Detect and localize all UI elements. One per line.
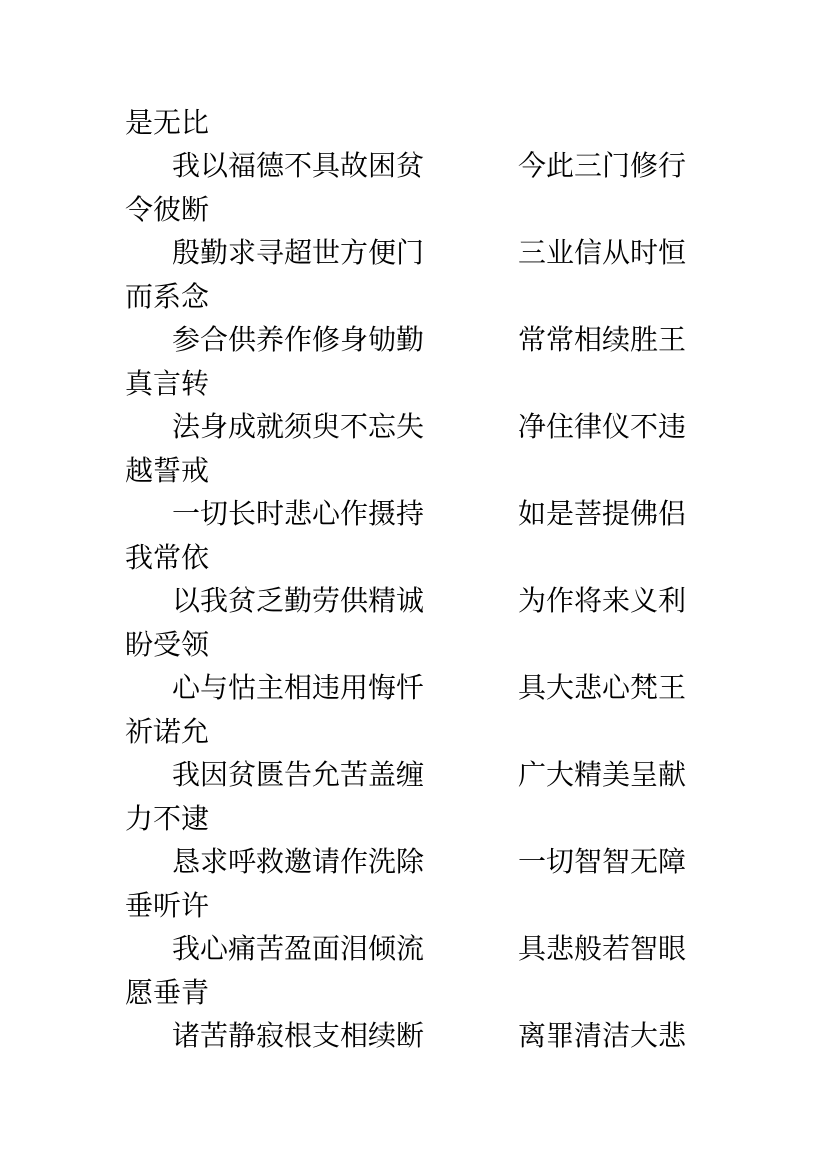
verse-7-right: 具大悲心梵王 xyxy=(518,671,687,704)
verse-2-right: 三业信从时恒 xyxy=(518,236,687,269)
verse-2-left: 殷勤求寻超世方便门 xyxy=(172,236,425,269)
verse-9-right: 一切智智无障 xyxy=(518,845,687,878)
verse-4-tail: 越誓戒 xyxy=(125,454,210,487)
verse-10-tail: 愿垂青 xyxy=(125,976,210,1009)
verse-6-tail: 盼受领 xyxy=(125,628,210,661)
verse-7-left: 心与怙主相违用悔忏 xyxy=(172,671,425,704)
verse-2-tail: 而系念 xyxy=(125,280,210,313)
verse-3-right: 常常相续胜王 xyxy=(518,323,687,356)
verse-8-tail: 力不逮 xyxy=(125,802,210,835)
verse-1-tail: 令彼断 xyxy=(125,193,210,226)
verse-1-left: 我以福德不具故困贫 xyxy=(172,149,425,182)
verse-1-right: 今此三门修行 xyxy=(518,149,687,182)
verse-11-right: 离罪清洁大悲 xyxy=(518,1019,687,1052)
verse-3-left: 参合供养作修身劬勤 xyxy=(172,323,425,356)
verse-6-right: 为作将来义利 xyxy=(518,584,687,617)
opening-line-tail: 是无比 xyxy=(125,106,210,139)
verse-5-right: 如是菩提佛侣 xyxy=(518,497,687,530)
verse-10-left: 我心痛苦盈面泪倾流 xyxy=(172,932,425,965)
verse-9-left: 恳求呼救邀请作洗除 xyxy=(172,845,425,878)
verse-8-right: 广大精美呈献 xyxy=(518,758,687,791)
verse-3-tail: 真言转 xyxy=(125,367,210,400)
verse-6-left: 以我贫乏勤劳供精诚 xyxy=(172,584,425,617)
verse-10-right: 具悲般若智眼 xyxy=(518,932,687,965)
verse-11-left: 诸苦静寂根支相续断 xyxy=(172,1019,425,1052)
verse-5-left: 一切长时悲心作摄持 xyxy=(172,497,425,530)
verse-7-tail: 祈诺允 xyxy=(125,715,210,748)
verse-8-left: 我因贫匮告允苦盖缠 xyxy=(172,758,425,791)
verse-9-tail: 垂听许 xyxy=(125,889,210,922)
verse-4-right: 净住律仪不违 xyxy=(518,410,687,443)
verse-5-tail: 我常依 xyxy=(125,541,210,574)
verse-4-left: 法身成就须臾不忘失 xyxy=(172,410,425,443)
